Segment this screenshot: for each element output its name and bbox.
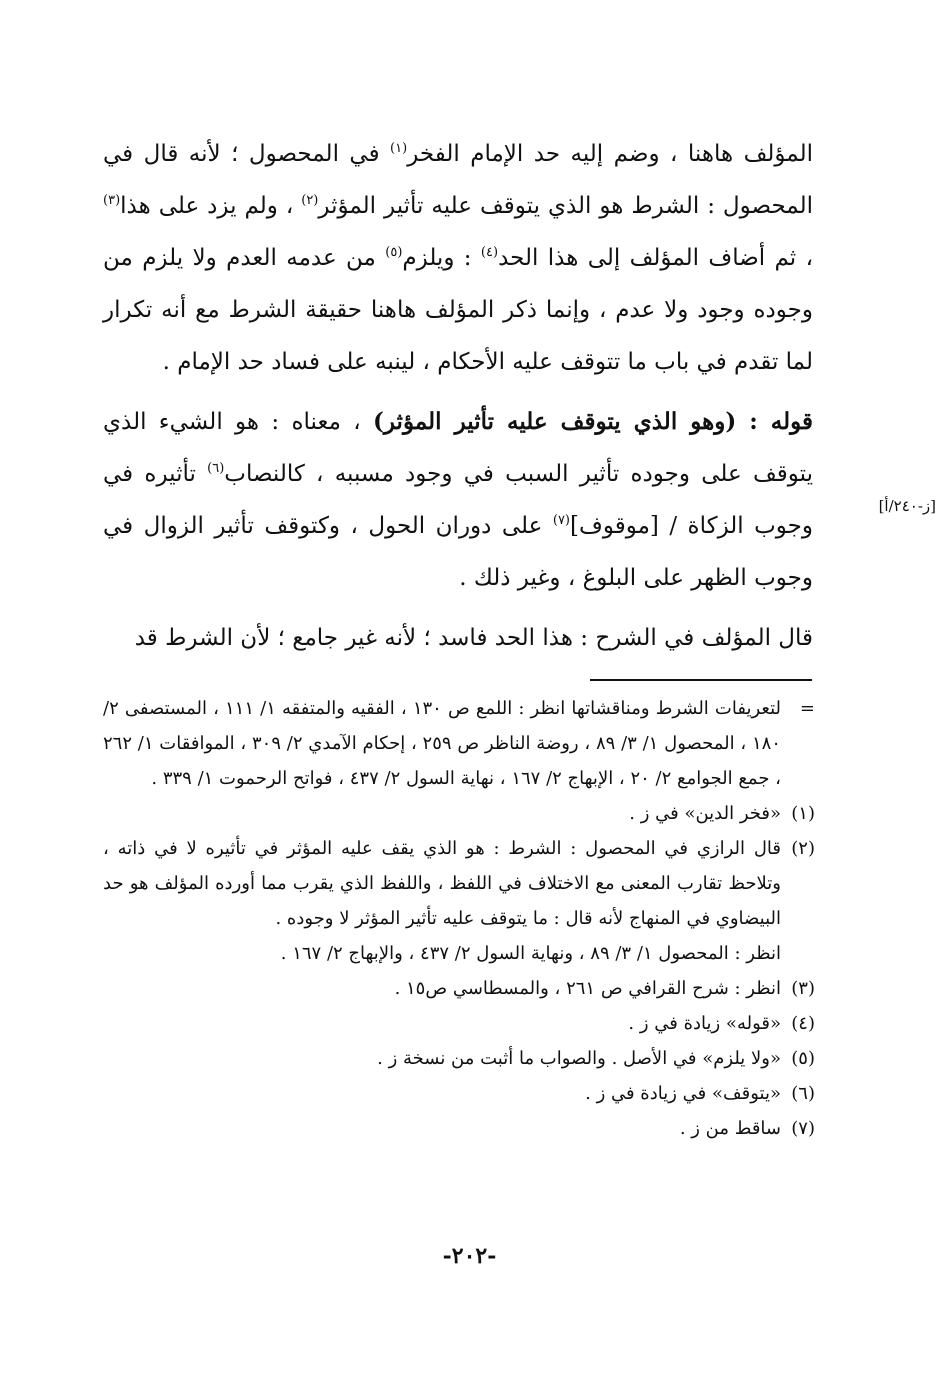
footnote-marker: =	[799, 698, 815, 719]
footnote-marker: (١)	[791, 803, 815, 824]
footnote-ref: (٤)	[480, 245, 499, 260]
footnote-text: «فخر الدين» في ز .	[629, 803, 781, 824]
footnote-text: لتعريفات الشرط ومناقشاتها انظر : اللمع ص ١٣٠ ، الفقيه والمتفقه ١/ ١١١ ، المستصفى ٢/ ١٨٠ ، المحصول ١/ ٣/ ٨٩ ، روضة الناظر ص ٢٥٩ ، إحكام الآمدي ٢/ ٣٠٩ ، الموافقات ١/ ٢٦٢ ، جمع الجوامع ٢/ ٢٠ ، الإبهاج ٢/ ١٦٧ ، نهاية السول ٢/ ٤٣٧ ، فواتح الرحموت ١/ ٣٣٩ .	[103, 698, 782, 789]
footnote-2	[103, 831, 815, 971]
main-text	[103, 128, 813, 664]
footnote-3	[103, 971, 815, 1006]
footnote-7	[103, 1111, 815, 1146]
footnote-text: «ولا يلزم» في الأصل . والصواب ما أثبت من نسخة ز .	[377, 1048, 781, 1069]
footnote-separator	[590, 679, 812, 681]
footnote-text: «يتوقف» في زيادة في ز .	[585, 1083, 781, 1104]
footnote-6	[103, 1076, 815, 1111]
footnote-ref: (٥)	[385, 245, 403, 260]
footnote-marker: (٦)	[791, 1083, 815, 1104]
footnote-marker: (٢)	[791, 838, 815, 859]
paragraph-2	[103, 396, 813, 604]
text-run: ، ولم يزد على هذا	[120, 193, 302, 219]
footnote-4	[103, 1006, 815, 1041]
page-number: -٢٠٢-	[442, 1243, 497, 1269]
footnote-text: انظر : المحصول ١/ ٣/ ٨٩ ، ونهاية السول ٢/ ٤٣٧ ، والإبهاج ٢/ ١٦٧ .	[280, 943, 781, 964]
footnote-marker: (٤)	[791, 1013, 815, 1034]
footnotes	[103, 691, 815, 1146]
footnote-ref: (١)	[390, 141, 408, 156]
footnote-text: قال الرازي في المحصول : الشرط : هو الذي يقف عليه المؤثر في تأثيره لا في ذاته ، وتلاحظ تقارب المعنى مع الاختلاف في اللفظ ، واللفظ الذي يقرب مما أورده المؤلف هو حد البيضاوي في المنهاج لأنه قال : ما يتوقف عليه تأثير المؤثر لا وجوده .	[103, 838, 781, 929]
footnote-text: «قوله» زيادة في ز .	[628, 1013, 781, 1034]
text-run: ، معناه : هو الشيء الذي يتوقف على وجوده تأثير السبب في وجود مسببه ، كالنصاب	[103, 409, 813, 487]
footnote-text: انظر : شرح القرافي ص ٢٦١ ، والمسطاسي ص١٥ .	[394, 978, 781, 999]
text-run: قال المؤلف في الشرح : هذا الحد فاسد ؛ لأنه غير جامع ؛ لأن الشرط قد	[134, 625, 813, 651]
footnote-ref: (٧)	[552, 513, 570, 528]
text-run: المؤلف هاهنا ، وضم إليه حد الإمام الفخر	[407, 141, 813, 167]
paragraph-1	[103, 128, 813, 388]
quoted-lemma: قوله : (وهو الذي يتوقف عليه تأثير المؤثر)	[372, 408, 814, 435]
footnote-ref: (٣)	[103, 193, 121, 208]
footnote-ref: (٦)	[207, 461, 225, 476]
manuscript-margin-note: [ز-٢٤٠/أ]	[878, 497, 936, 515]
footnote-marker: (٥)	[791, 1048, 815, 1069]
footnote-marker: (٣)	[791, 978, 815, 999]
text-run: تأثيره في وجوب الزكاة / [موقوف]	[103, 461, 813, 539]
footnote-continued	[103, 691, 815, 796]
text-run: : ويلزم	[402, 245, 481, 271]
text-run: ، ثم أضاف المؤلف إلى هذا الحد	[498, 245, 813, 271]
text-run: على دوران الحول ، وكتوقف تأثير الزوال في وجوب الظهر على البلوغ ، وغير ذلك .	[103, 513, 813, 591]
footnote-marker: (٧)	[791, 1118, 815, 1139]
text-run: من عدمه العدم ولا يلزم من وجوده وجود ولا عدم ، وإنما ذكر المؤلف هاهنا حقيقة الشرط مع أنه تكرار لما تقدم في باب ما تتوقف عليه الأحكام ، لينبه على فساد حد الإمام .	[103, 245, 813, 375]
paragraph-3	[103, 612, 813, 664]
footnote-1	[103, 796, 815, 831]
text-run: في المحصول ؛ لأنه قال في المحصول : الشرط هو الذي يتوقف عليه تأثير المؤثر	[103, 141, 813, 219]
footnote-text: ساقط من ز .	[679, 1118, 781, 1139]
footnote-5	[103, 1041, 815, 1076]
footnote-ref: (٢)	[301, 193, 319, 208]
